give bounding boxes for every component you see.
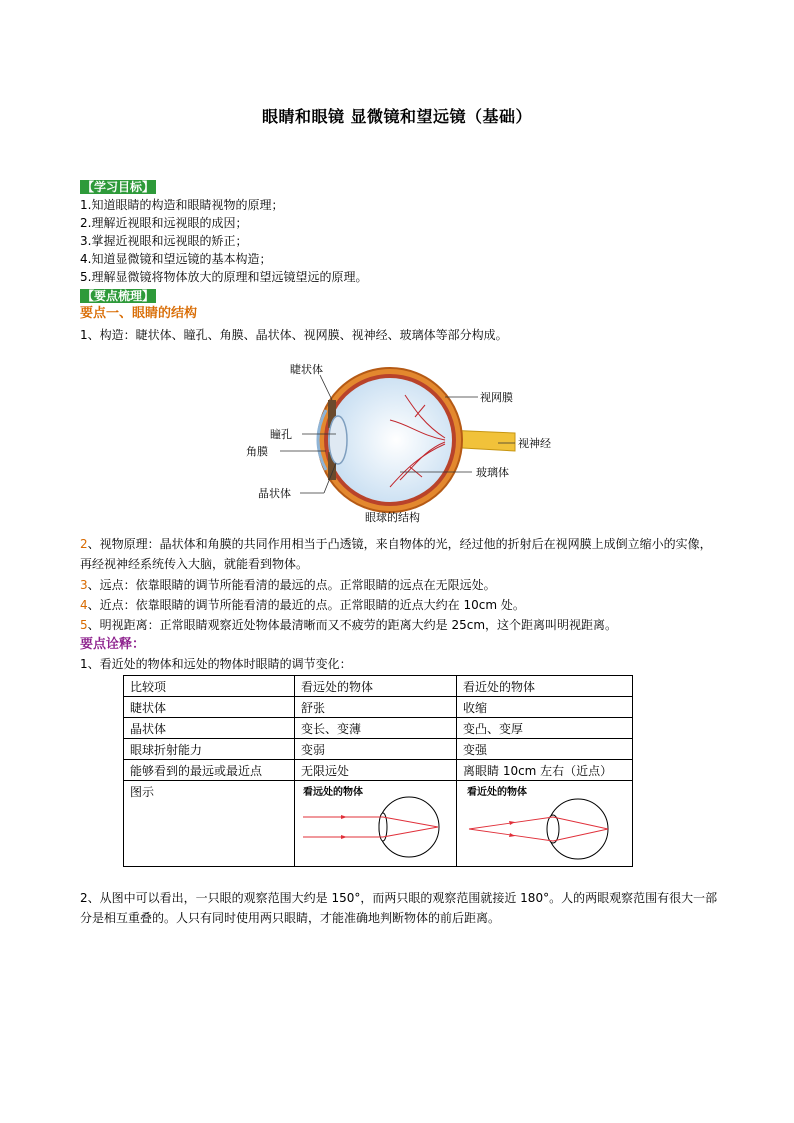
notes-item1: 1、看近处的物体和远处的物体时眼睛的调节变化： <box>80 657 352 671</box>
label-ciliary: 睫状体 <box>290 363 323 376</box>
label-vitreous: 玻璃体 <box>476 466 509 479</box>
section1-item1: 1、构造：睫状体、瞳孔、角膜、晶状体、视网膜、视神经、玻璃体等部分构成。 <box>80 328 508 342</box>
objective-item: 5.理解显微镜将物体放大的原理和望远镜望远的原理。 <box>80 270 368 284</box>
far-diagram-label: 看远处的物体 <box>303 787 363 798</box>
table-cell: 眼球折射能力 <box>124 739 295 760</box>
page-title: 眼睛和眼镜 显微镜和望远镜（基础） <box>261 107 533 126</box>
table-cell: 舒张 <box>295 697 457 718</box>
notes-heading: 要点诠释： <box>80 637 146 652</box>
item-text: 、视物原理：晶状体和角膜的共同作用相当于凸透镜，来自物体的光，经过他的折射后在视网膜上成倒立缩小的实像，再经视神经系统传入大脑，就能看到物体。 <box>80 537 712 571</box>
section1-item5 <box>80 616 617 634</box>
table-cell: 变强 <box>457 739 633 760</box>
near-diagram-cell <box>457 781 633 867</box>
label-optic-nerve: 视神经 <box>518 437 551 450</box>
item-number: 5 <box>80 618 88 632</box>
objectives-heading <box>80 178 156 196</box>
label-cornea: 角膜 <box>246 445 268 458</box>
label-pupil: 瞳孔 <box>270 428 292 441</box>
table-cell: 能够看到的最远或最近点 <box>124 760 295 781</box>
table-header-cell: 比较项 <box>124 676 295 697</box>
item-number: 4 <box>80 598 88 612</box>
table-cell: 变凸、变厚 <box>457 718 633 739</box>
section1-item3 <box>80 576 496 594</box>
table-cell: 睫状体 <box>124 697 295 718</box>
near-vision-diagram <box>463 783 623 863</box>
objective-item: 3.掌握近视眼和远视眼的矫正； <box>80 234 248 248</box>
table-cell: 图示 <box>124 781 295 867</box>
objective-item: 1.知道眼睛的构造和眼睛视物的原理； <box>80 198 284 212</box>
item-text: 、明视距离：正常眼睛观察近处物体最清晰而又不疲劳的距离大约是 25cm，这个距离叫明视距离。 <box>87 618 618 632</box>
table-header-cell: 看远处的物体 <box>295 676 457 697</box>
item-text: 、远点：依靠眼睛的调节所能看清的最远的点。正常眼睛的远点在无限远处。 <box>87 578 496 592</box>
item-text: 、近点：依靠眼睛的调节所能看清的最近的点。正常眼睛的近点大约在 10cm 处。 <box>87 598 525 612</box>
comparison-table <box>123 675 633 867</box>
table-cell: 变长、变薄 <box>295 718 457 739</box>
near-diagram-label: 看近处的物体 <box>467 787 527 798</box>
section1-item2 <box>80 534 720 574</box>
lens-shape <box>329 416 347 464</box>
notes-item2: 2、从图中可以看出，一只眼的观察范围大约是 150°，而两只眼的观察范围就接近 180°。人的两眼观察范围有很大一部分是相互重叠的。人只有同时使用两只眼睛，才能准确地判断物体的前后距离。 <box>80 891 718 925</box>
table-cell: 晶状体 <box>124 718 295 739</box>
keypoints-heading-label: 【要点梳理】 <box>82 289 155 303</box>
table-row <box>124 697 633 718</box>
table-header-row <box>124 676 633 697</box>
table-row <box>124 760 633 781</box>
objective-item: 2.理解近视眼和远视眼的成因； <box>80 216 248 230</box>
table-row <box>124 718 633 739</box>
table-cell: 离眼睛 10cm 左右（近点） <box>457 760 633 781</box>
eye-structure-figure <box>240 355 560 525</box>
far-vision-diagram <box>301 783 446 863</box>
label-retina: 视网膜 <box>480 391 513 404</box>
objectives-heading-label: 【学习目标】 <box>82 180 155 194</box>
table-cell: 收缩 <box>457 697 633 718</box>
table-header-cell: 看近处的物体 <box>457 676 633 697</box>
item-number: 3 <box>80 578 88 592</box>
item-number: 2 <box>80 537 88 551</box>
section1-item4 <box>80 596 525 614</box>
far-diagram-cell <box>295 781 457 867</box>
figure-caption: 眼球的结构 <box>365 511 420 524</box>
table-cell: 变弱 <box>295 739 457 760</box>
keypoints-heading <box>80 287 156 305</box>
table-cell: 无限远处 <box>295 760 457 781</box>
table-row <box>124 739 633 760</box>
objective-item: 4.知道显微镜和望远镜的基本构造； <box>80 252 272 266</box>
table-diagram-row <box>124 781 633 867</box>
label-lens: 晶状体 <box>258 487 291 500</box>
section1-heading: 要点一、眼睛的结构 <box>80 306 198 321</box>
